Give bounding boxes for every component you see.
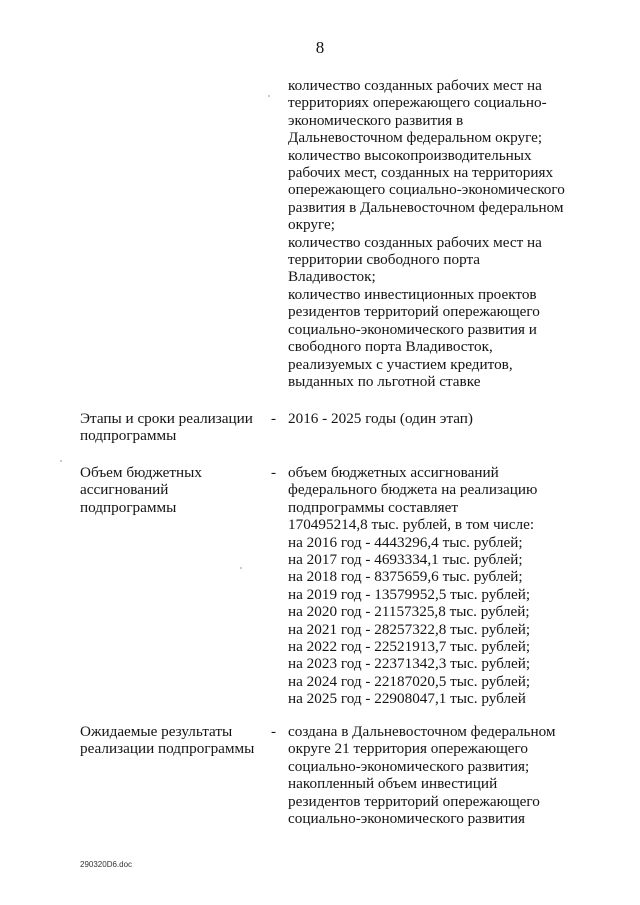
- value-line: подпрограммы составляет: [288, 498, 459, 516]
- label-line: Ожидаемые результаты: [80, 723, 233, 740]
- text-line: реализуемых с участием кредитов,: [288, 355, 513, 373]
- value-line: округе 21 территория опережающего: [288, 740, 528, 758]
- text-line: рабочих мест, созданных на территориях: [288, 164, 554, 182]
- value-line: на 2017 год - 4693334,1 тыс. рублей;: [288, 551, 523, 569]
- scan-speck: [268, 95, 270, 97]
- value-line: 2016 - 2025 годы (один этап): [288, 410, 473, 427]
- text-line: резидентов территорий опережающего: [288, 303, 540, 321]
- text-line: округе;: [288, 216, 335, 234]
- results-label: [80, 723, 270, 758]
- text-line: количество высокопроизводительных: [288, 146, 532, 164]
- scan-speck: [240, 567, 242, 569]
- label-line: реализации подпрограммы: [80, 740, 255, 758]
- row-dash: -: [271, 410, 277, 427]
- budget-label: [80, 464, 270, 516]
- value-line: на 2023 год - 22371342,3 тыс. рублей;: [288, 655, 531, 673]
- value-line: на 2025 год - 22908047,1 тыс. рублей: [288, 690, 526, 708]
- value-line: на 2016 год - 4443296,4 тыс. рублей;: [288, 533, 523, 551]
- label-line: Объем бюджетных: [80, 464, 202, 481]
- value-line: накопленный объем инвестиций: [288, 775, 498, 793]
- value-line: на 2020 год - 21157325,8 тыс. рублей;: [288, 603, 530, 621]
- scan-speck: [60, 460, 62, 462]
- text-line: количество созданных рабочих мест на: [288, 77, 542, 94]
- text-line: территориях опережающего социально-: [288, 94, 547, 112]
- label-line: подпрограммы: [80, 498, 177, 516]
- label-line: ассигнований: [80, 481, 169, 499]
- text-line: развития в Дальневосточном федеральном: [288, 198, 564, 216]
- text-line: количество созданных рабочих мест на: [288, 233, 542, 251]
- value-line: федерального бюджета на реализацию: [288, 481, 538, 499]
- value-line: социально-экономического развития: [288, 810, 525, 828]
- text-line: выданных по льготной ставке: [288, 372, 481, 390]
- text-line: Владивосток;: [288, 268, 376, 286]
- stages-value: [288, 410, 588, 427]
- value-line: социально-экономического развития;: [288, 757, 530, 775]
- value-line: на 2024 год - 22187020,5 тыс. рублей;: [288, 672, 531, 690]
- value-line: создана в Дальневосточном федеральном: [288, 723, 556, 740]
- value-line: 170495214,8 тыс. рублей, в том числе:: [288, 516, 535, 534]
- text-line: территории свободного порта: [288, 251, 481, 269]
- label-line: Этапы и сроки реализации: [80, 410, 253, 427]
- value-line: на 2021 год - 28257322,8 тыс. рублей;: [288, 620, 531, 638]
- document-filename: 290320D6.doc: [80, 860, 133, 869]
- page-number: 8: [315, 38, 325, 57]
- value-line: на 2018 год - 8375659,6 тыс. рублей;: [288, 568, 523, 586]
- value-line: на 2022 год - 22521913,7 тыс. рублей;: [288, 638, 531, 656]
- text-line: социально-экономического развития и: [288, 320, 537, 338]
- row-dash: -: [271, 723, 277, 740]
- budget-value: [288, 464, 588, 708]
- stages-label: [80, 410, 270, 445]
- value-line: резидентов территорий опережающего: [288, 792, 540, 810]
- value-line: на 2019 год - 13579952,5 тыс. рублей;: [288, 585, 531, 603]
- row-dash: -: [271, 464, 277, 481]
- text-line: свободного порта Владивосток,: [288, 338, 493, 356]
- results-value: [288, 723, 588, 827]
- value-line: объем бюджетных ассигнований: [288, 464, 499, 481]
- text-line: количество инвестиционных проектов: [288, 285, 537, 303]
- indicators-continuation: [288, 77, 588, 390]
- text-line: экономического развития в: [288, 111, 464, 129]
- label-line: подпрограммы: [80, 427, 177, 445]
- text-line: Дальневосточном федеральном округе;: [288, 129, 543, 147]
- text-line: опережающего социально-экономического: [288, 181, 565, 199]
